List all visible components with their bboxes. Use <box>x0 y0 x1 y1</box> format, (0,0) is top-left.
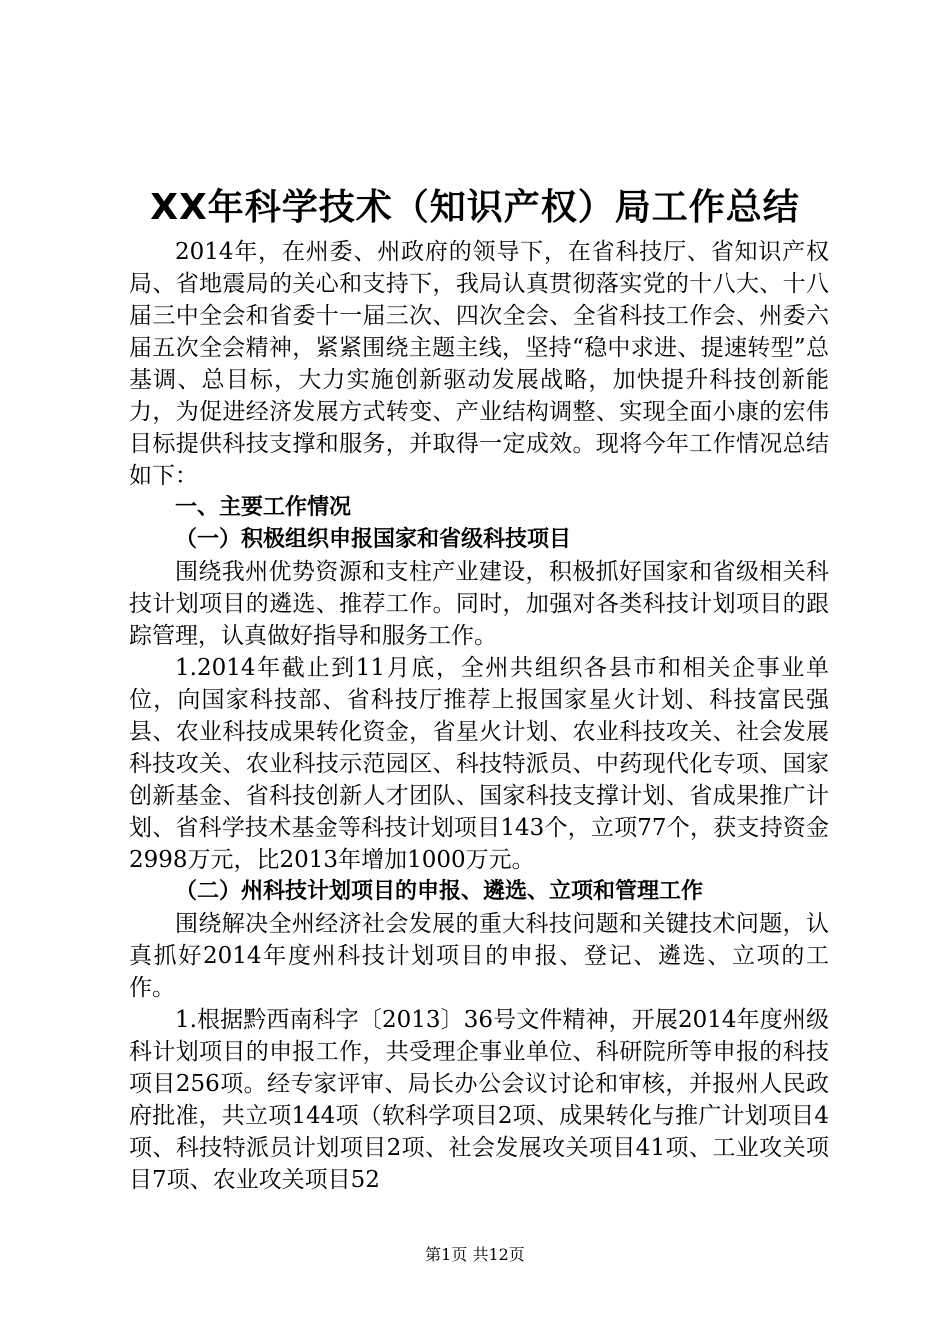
subsection-heading: （二）州科技计划项目的申报、遴选、立项和管理工作 <box>175 879 704 904</box>
body-paragraph: 围绕解决全州经济社会发展的重大科技问题和关键技术问题，认真抓好2014年度州科技计划项目的申报、登记、遴选、立项的工作。 <box>129 911 829 1001</box>
body-paragraph: 1.根据黔西南科字〔2013〕36号文件精神，开展2014年度州级科计划项目的申报工作，共受理企事业单位、科研院所等申报的科技项目256项。经专家评审、局长办公会议讨论和审核，并报州人民政府批准，共立项144项（软科学项目2项、成果转化与推广计划项目4项、科技特派员计划项目2项、社会发展攻关项目41项、工业攻关项目7项、农业攻关项目52 <box>129 1007 829 1193</box>
subsection-heading: （一）积极组织申报国家和省级科技项目 <box>175 527 572 552</box>
body-paragraph: 围绕我州优势资源和支柱产业建设，积极抓好国家和省级相关科技计划项目的遴选、推荐工作。同时，加强对各类科技计划项目的跟踪管理，认真做好指导和服务工作。 <box>129 559 829 649</box>
document-body <box>129 236 829 1196</box>
section-heading: 一、主要工作情况 <box>175 495 352 520</box>
document-title: XX年科学技术（知识产权）局工作总结 <box>150 187 800 228</box>
page-footer: 第1页 共12页 <box>425 1245 525 1264</box>
intro-paragraph: 2014年，在州委、州政府的领导下，在省科技厅、省知识产权局、省地震局的关心和支持下，我局认真贯彻落实党的十八大、十八届三中全会和省委十一届三次、四次全会、全省科技工作会、州委六届五次全会精神，紧紧围绕主题主线，坚持“稳中求进、提速转型”总基调、总目标，大力实施创新驱动发展战略，加快提升科技创新能力，为促进经济发展方式转变、产业结构调整、实现全面小康的宏伟目标提供科技支撑和服务，并取得一定成效。现将今年工作情况总结如下： <box>129 239 829 489</box>
body-paragraph: 1.2014年截止到11月底，全州共组织各县市和相关企事业单位，向国家科技部、省科技厅推荐上报国家星火计划、科技富民强县、农业科技成果转化资金，省星火计划、农业科技攻关、社会发展科技攻关、农业科技示范园区、科技特派员、中药现代化专项、国家创新基金、省科技创新人才团队、国家科技支撑计划、省成果推广计划、省科学技术基金等科技计划项目143个，立项77个，获支持资金2998万元，比2013年增加1000万元。 <box>129 655 829 873</box>
